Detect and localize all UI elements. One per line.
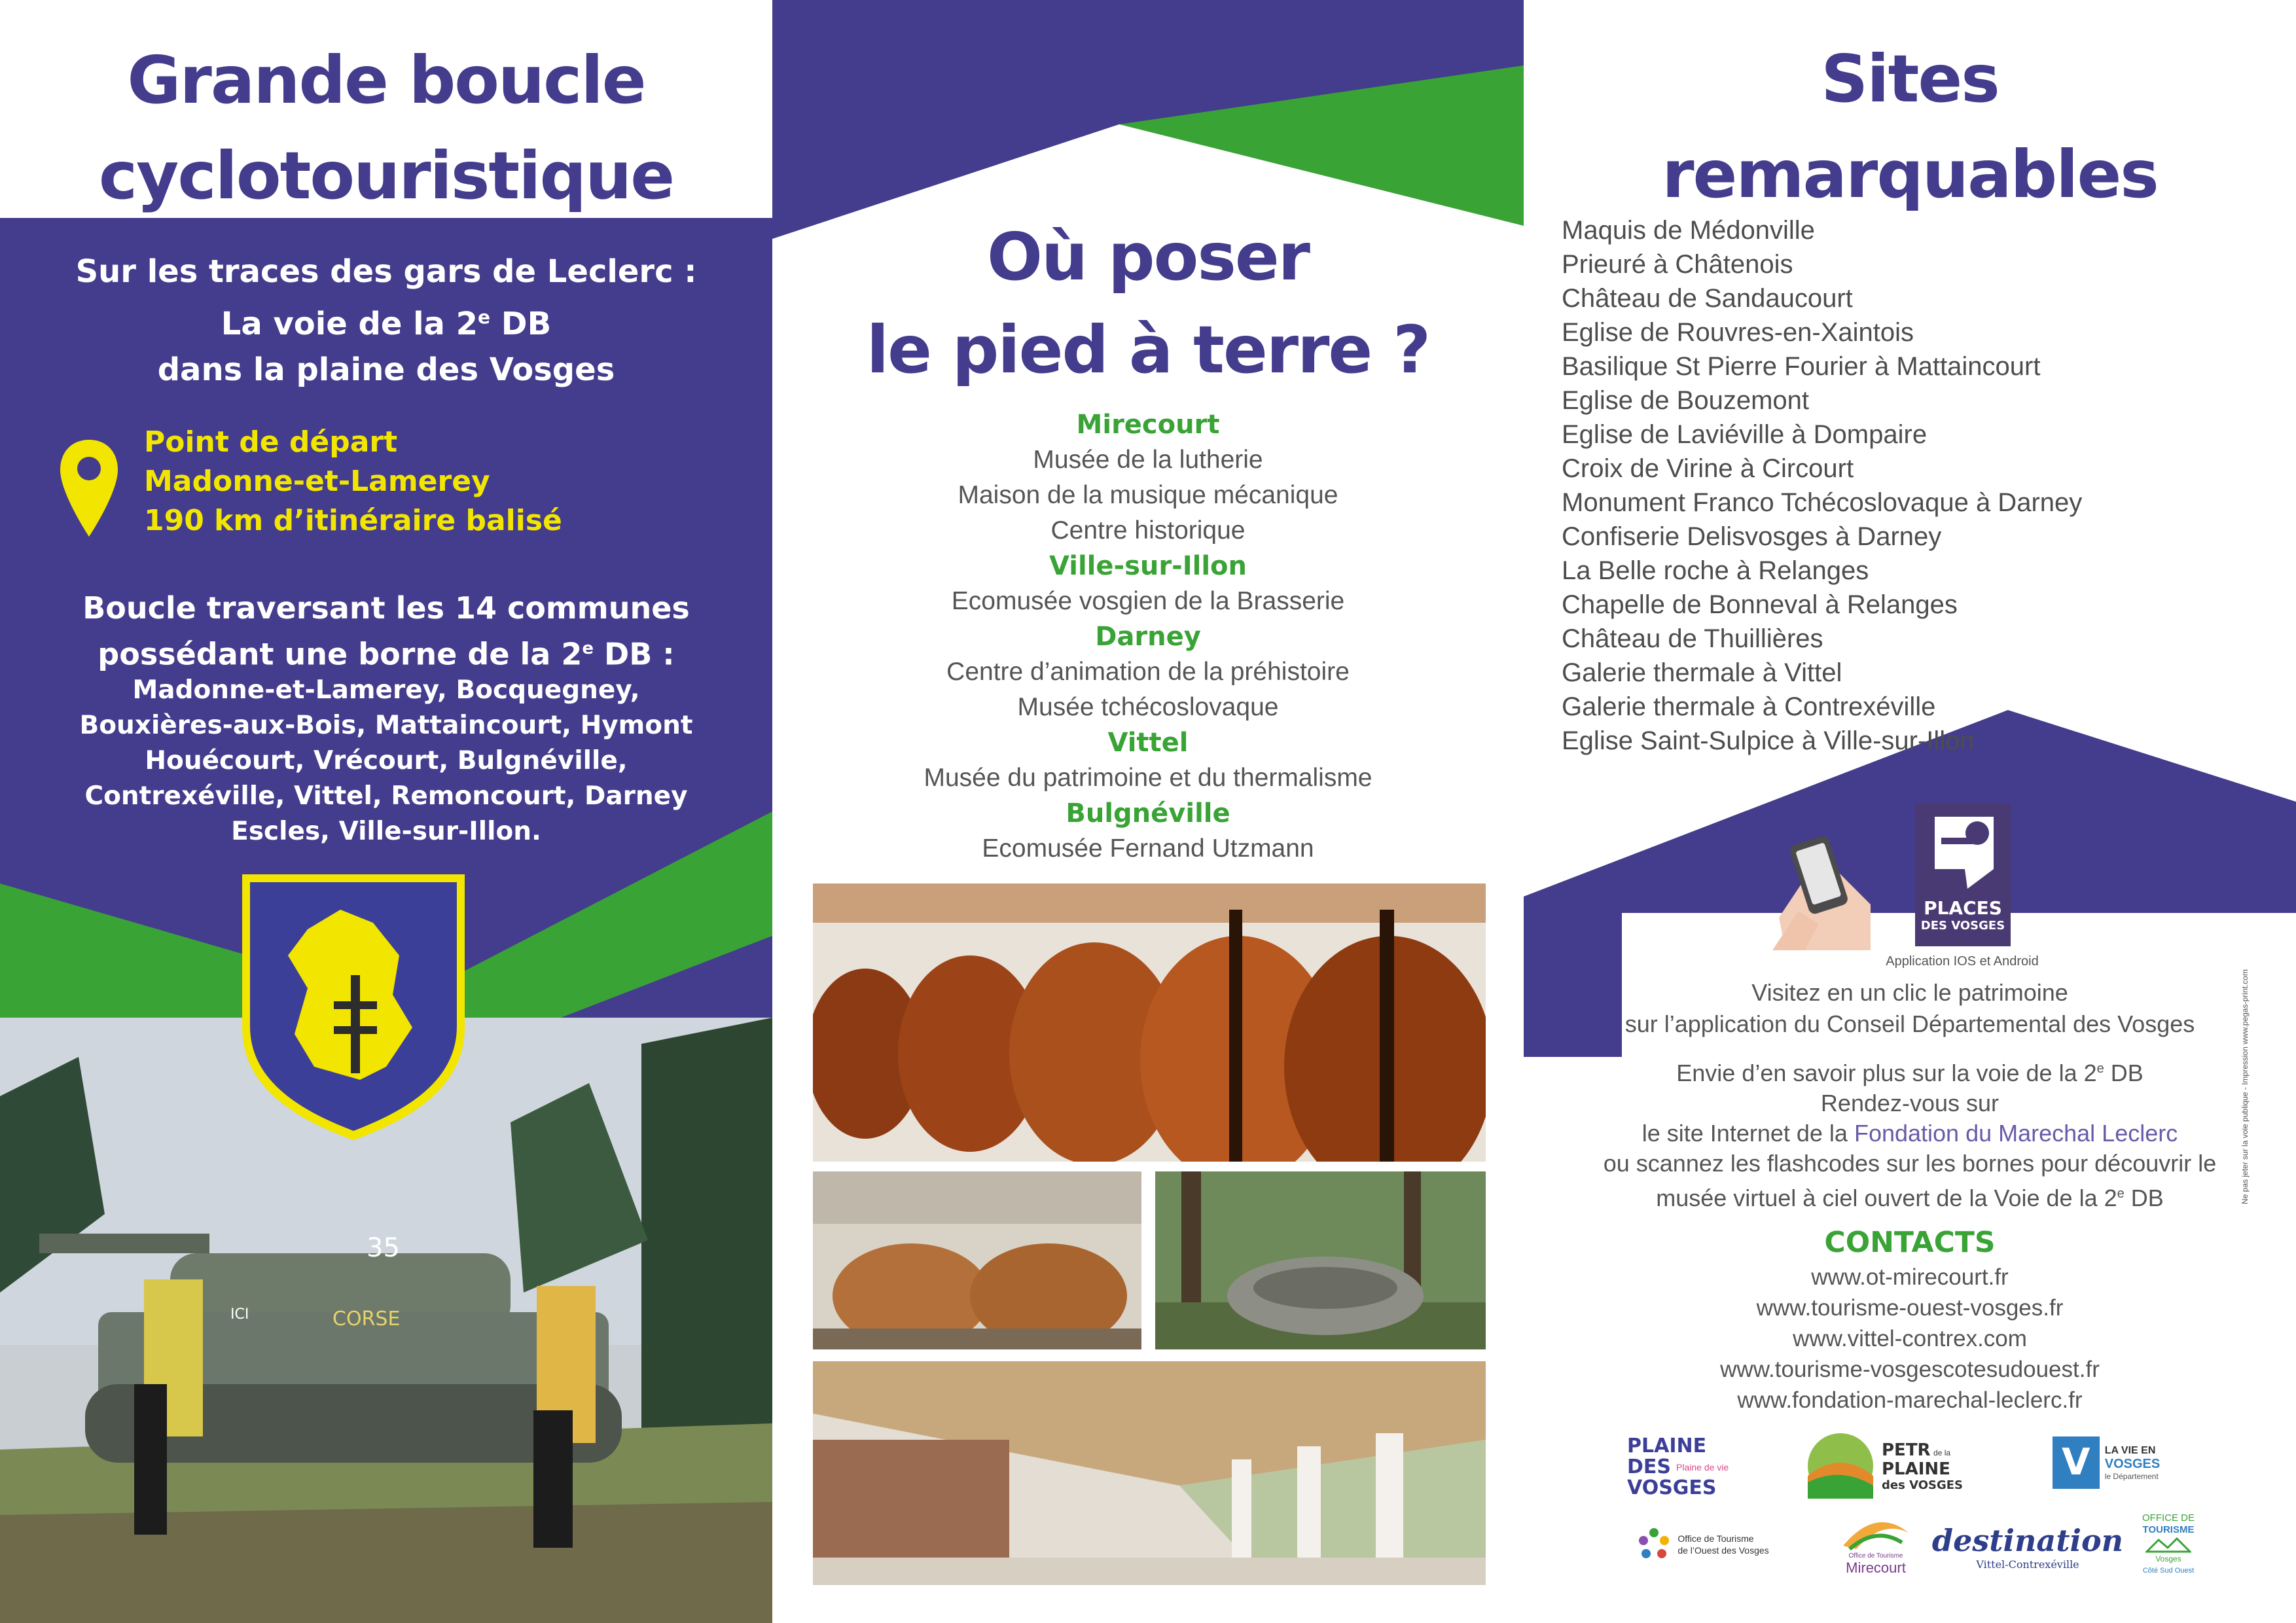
contacts-list <box>1524 1262 2296 1416</box>
town-heading: Mirecourt <box>1076 410 1220 440</box>
town-heading: Bulgnéville <box>1066 798 1230 829</box>
town-heading: Ville-sur-Illon <box>1049 551 1247 581</box>
site-item: Prieuré à Châtenois <box>1562 250 1793 279</box>
key-icon <box>1915 804 2011 895</box>
thermal-gallery-photo <box>813 1361 1486 1585</box>
middle-title-line1: Où poser <box>987 219 1309 295</box>
mirecourt-swirl-icon <box>1837 1513 1915 1552</box>
commune-line: Houécourt, Vrécourt, Bulgnéville, <box>145 746 628 776</box>
app-caption: Application IOS et Android <box>1886 954 2039 969</box>
tank-flag: ICI <box>230 1306 249 1323</box>
site-item: Croix de Virine à Circourt <box>1562 454 1854 483</box>
site-item: Basilique St Pierre Fourier à Mattaincourt <box>1562 352 2041 381</box>
ot-mirecourt-logo: Office de Tourisme Mirecourt <box>1810 1505 1941 1584</box>
towns-list <box>772 407 1524 866</box>
town-item: Centre historique <box>1050 516 1246 544</box>
info-line1: Envie d’en savoir plus sur la voie de la 2e DB <box>1676 1060 2144 1086</box>
communes-list <box>0 673 772 849</box>
plaine-des-vosges-logo: PLAINE DES Plaine de vie VOSGES <box>1627 1435 1729 1499</box>
site-item: Eglise Saint-Sulpice à Ville-sur-Illon <box>1562 726 1975 755</box>
sites-list <box>1562 213 2082 758</box>
site-item: Château de Thuillières <box>1562 624 1823 653</box>
visit-line1: Visitez en un clic le patrimoine <box>1751 979 2068 1006</box>
visit-line2: sur l’application du Conseil Départemental des Vosges <box>1624 1010 2195 1037</box>
commune-line: Madonne-et-Lamerey, Bocquegney, <box>132 675 640 705</box>
town-item: Centre d’animation de la préhistoire <box>946 658 1350 686</box>
commune-line: Escles, Ville-sur-Illon. <box>231 817 541 846</box>
right-panel <box>1524 0 2296 1623</box>
town-item: Ecomusée Fernand Utzmann <box>982 834 1314 863</box>
start-town: Madonne-et-Lamerey <box>144 465 490 498</box>
destination-vittel-logo: destination Vittel-Contrexéville <box>1931 1522 2124 1571</box>
right-title-line2: remarquables <box>1662 136 2158 213</box>
2db-badge-icon <box>236 870 471 1145</box>
contact-link[interactable]: www.ot-mirecourt.fr <box>1811 1264 2009 1290</box>
places-logo-line1: PLACES <box>1924 897 2002 919</box>
route-length: 190 km d’itinéraire balisé <box>144 504 562 537</box>
commune-line: Contrexéville, Vittel, Remoncourt, Darney <box>84 781 688 811</box>
site-item: Eglise de Rouvres-en-Xaintois <box>1562 318 1914 347</box>
tank-number: 35 <box>367 1233 400 1263</box>
left-subtitle-line1: Sur les traces des gars de Leclerc : <box>75 253 697 290</box>
phone-hand-icon <box>1759 826 1884 950</box>
contact-link[interactable]: www.tourisme-ouest-vosges.fr <box>1756 1295 2064 1321</box>
dots-icon <box>1636 1526 1672 1563</box>
left-title-line1: Grande boucle <box>127 42 645 118</box>
town-item: Maison de la musique mécanique <box>958 481 1338 509</box>
prehistory-photo <box>1155 1171 1486 1349</box>
site-item: Chapelle de Bonneval à Relanges <box>1562 590 1958 619</box>
start-label: Point de départ <box>144 425 398 459</box>
left-subtitle-line2: La voie de la 2e DB <box>221 306 552 342</box>
right-title-line1: Sites <box>1821 41 1999 117</box>
ot-ouest-vosges-logo: Office de Tourisme de l’Ouest des Vosges <box>1621 1518 1784 1571</box>
site-item: Eglise de Bouzemont <box>1562 386 1810 415</box>
commune-line: Bouxières-aux-Bois, Mattaincourt, Hymont <box>79 711 693 740</box>
site-item: La Belle roche à Relanges <box>1562 556 1869 585</box>
petr-plaine-vosges-logo: PETR de la PLAINE des VOSGES <box>1785 1427 1982 1505</box>
vosges-departement-logo: V LA VIE EN VOSGES le Département <box>2034 1433 2178 1492</box>
site-item: Château de Sandaucourt <box>1562 284 1853 313</box>
leclerc-foundation-link[interactable]: Fondation du Marechal Leclerc <box>1854 1120 2178 1147</box>
boucle-line2: possédant une borne de la 2e DB : <box>98 636 675 672</box>
left-subtitle-line3: dans la plaine des Vosges <box>157 351 615 388</box>
left-title-line2: cyclotouristique <box>98 137 674 214</box>
map-pin-icon <box>58 437 120 539</box>
town-heading: Darney <box>1095 622 1201 652</box>
site-item: Galerie thermale à Vittel <box>1562 658 1842 687</box>
tank-name: CORSE <box>332 1308 401 1330</box>
middle-top-triangles <box>772 0 1524 242</box>
town-heading: Vittel <box>1107 728 1189 758</box>
contact-link[interactable]: www.tourisme-vosgescotesudouest.fr <box>1720 1357 2100 1382</box>
site-item: Maquis de Médonville <box>1562 216 1815 245</box>
info-line4: ou scannez les flashcodes sur les bornes pour découvrir le <box>1603 1150 2217 1177</box>
places-des-vosges-logo[interactable] <box>1915 804 2011 946</box>
mountains-icon <box>2145 1536 2191 1553</box>
contact-link[interactable]: www.vittel-contrex.com <box>1793 1326 2027 1351</box>
brewery-photo <box>813 1171 1141 1349</box>
town-item: Musée tchécoslovaque <box>1017 693 1279 721</box>
contact-link[interactable]: www.fondation-marechal-leclerc.fr <box>1737 1387 2083 1413</box>
boucle-line1: Boucle traversant les 14 communes <box>82 590 690 626</box>
town-item: Musée de la lutherie <box>1033 446 1263 474</box>
violins-photo <box>813 883 1486 1162</box>
left-panel <box>0 0 772 1623</box>
site-item: Confiserie Delisvosges à Darney <box>1562 522 1942 551</box>
v-logo-icon: V <box>2053 1436 2100 1489</box>
town-item: Musée du patrimoine et du thermalisme <box>924 764 1372 792</box>
site-item: Monument Franco Tchécoslovaque à Darney <box>1562 488 2083 517</box>
print-side-note: Ne pas jeter sur la voie publique - Impression www.pegas-print.com <box>2240 969 2250 1204</box>
contacts-title: CONTACTS <box>1824 1226 1996 1259</box>
info-line3: le site Internet de la Fondation du Marechal Leclerc <box>1641 1120 2178 1147</box>
places-logo-line2: DES VOSGES <box>1920 919 2005 933</box>
info-line5: musée virtuel à ciel ouvert de la Voie de la 2e DB <box>1656 1185 2164 1211</box>
landscape-icon <box>1804 1430 1876 1502</box>
site-item: Eglise de Laviéville à Dompaire <box>1562 420 1928 449</box>
site-item: Galerie thermale à Contrexéville <box>1562 692 1936 721</box>
middle-panel <box>772 0 1524 1623</box>
info-line2: Rendez-vous sur <box>1820 1090 2000 1116</box>
middle-title-line2: le pied à terre ? <box>866 312 1430 388</box>
town-item: Ecomusée vosgien de la Brasserie <box>951 587 1345 615</box>
ot-vosges-sud-ouest-logo: OFFICE DE TOURISME Vosges Côté Sud Ouest <box>2142 1512 2195 1575</box>
